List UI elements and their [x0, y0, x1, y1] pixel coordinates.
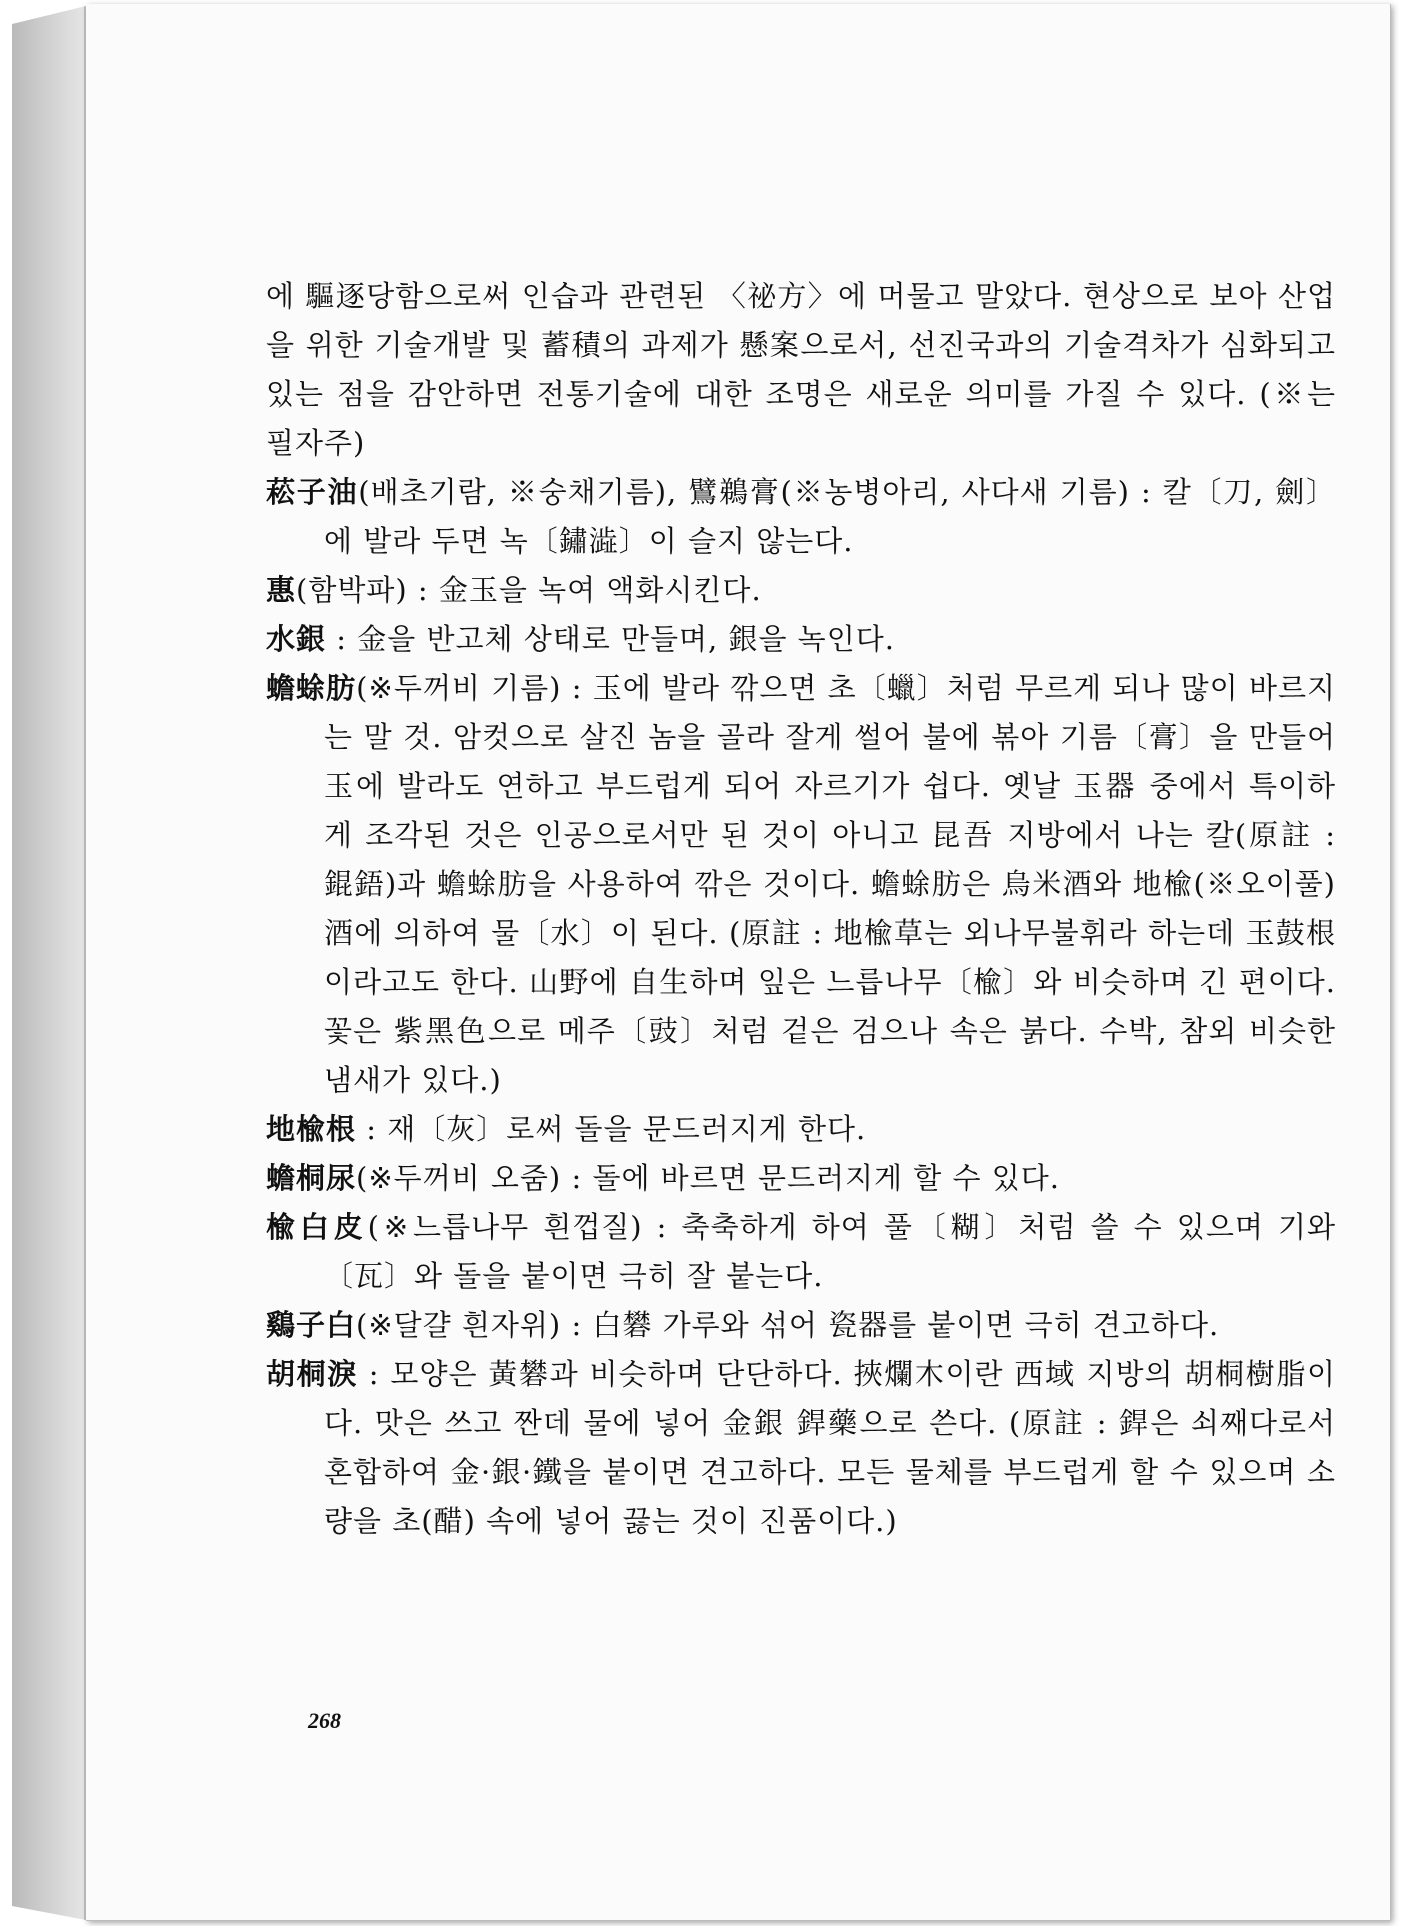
entry-胡桐淚	[266, 1350, 1336, 1546]
entry-term: 蟾桐尿	[266, 1161, 357, 1195]
entry-水銀	[266, 615, 1336, 664]
entry-term: 鷄子白	[266, 1308, 357, 1342]
intro-paragraph: 에 驅逐당함으로써 인습과 관련된 〈祕方〉에 머물고 말았다. 현상으로 보아 산업을 위한 기술개발 및 蓄積의 과제가 懸案으로서, 선진국과의 기술격차가 심화되고 있는 점을 감안하면 전통기술에 대한 조명은 새로운 의미를 가질 수 있다. (※는 필자주)	[266, 279, 1336, 460]
entry-term: 地楡根	[266, 1112, 357, 1146]
entry-term: 胡桐淚	[266, 1357, 358, 1391]
book-spine	[12, 6, 86, 1920]
entry-楡白皮	[266, 1203, 1336, 1301]
page-number: 268	[308, 1708, 341, 1733]
entry-地楡根	[266, 1105, 1336, 1154]
entry-text: (배초기람, ※숭채기름), 鷿鵜膏(※농병아리, 사다새 기름) : 칼〔刀, 劍〕에 발라 두면 녹〔鏽澁〕이 슬지 않는다.	[324, 475, 1336, 558]
entry-term: 水銀	[266, 622, 327, 656]
entry-text: (※달걀 흰자위) : 白礬 가루와 섞어 瓷器를 붙이면 극히 견고하다.	[356, 1308, 1220, 1342]
entry-菘子油	[266, 468, 1336, 566]
entry-蟾蜍肪	[266, 664, 1336, 1105]
book-page	[86, 4, 1391, 1921]
entry-term: 惠	[266, 573, 297, 607]
entry-term: 菘子油	[266, 475, 359, 509]
entry-鷄子白	[266, 1301, 1336, 1350]
entry-term: 楡白皮	[266, 1210, 368, 1244]
entry-惠	[266, 566, 1336, 615]
entry-text: (※두꺼비 기름) : 玉에 발라 깎으면 초〔蠟〕처럼 무르게 되나 많이 바르지는 말 것. 암컷으로 살진 놈을 골라 잘게 썰어 불에 볶아 기름〔膏〕을 만들어 玉에 발라도 연하고 부드럽게 되어 자르기가 쉽다. 옛날 玉器 중에서 특이하게 조각된 것은 인공으로서만 된 것이 아니고 昆吾 지방에서 나는 칼(原註 : 錕鋙)과 蟾蜍肪을 사용하여 깎은 것이다. 蟾蜍肪은 烏米酒와 地楡(※오이풀)酒에 의하여 물〔水〕이 된다. (原註 : 地楡草는 외나무불휘라 하는데 玉鼓根이라고도 한다. 山野에 自生하며 잎은 느릅나무〔楡〕와 비슷하며 긴 편이다. 꽃은 紫黑色으로 메주〔豉〕처럼 겉은 검으나 속은 붉다. 수박, 참외 비슷한 냄새가 있다.)	[324, 671, 1336, 1097]
entry-text: : 재〔灰〕로써 돌을 문드러지게 한다.	[356, 1112, 867, 1146]
entry-蟾桐尿	[266, 1154, 1336, 1203]
entry-text: (함박파) : 金玉을 녹여 액화시킨다.	[296, 573, 762, 607]
page-body	[266, 272, 1336, 1546]
entry-term: 蟾蜍肪	[266, 671, 357, 705]
entry-text: : 모양은 黃礬과 비슷하며 단단하다. 挾爛木이란 西域 지방의 胡桐樹脂이다. 맛은 쓰고 짠데 물에 넣어 金銀 銲藥으로 쓴다. (原註 : 銲은 쇠째다로서 혼합하여 金·銀·鐵을 붙이면 견고하다. 모든 물체를 부드럽게 할 수 있으며 소량을 초(醋) 속에 넣어 끓는 것이 진품이다.)	[324, 1357, 1336, 1538]
entry-text: (※느릅나무 흰껍질) : 축축하게 하여 풀〔糊〕처럼 쓸 수 있으며 기와〔瓦〕와 돌을 붙이면 극히 잘 붙는다.	[324, 1210, 1336, 1293]
entry-text: : 金을 반고체 상태로 만들며, 銀을 녹인다.	[326, 622, 895, 656]
entry-text: (※두꺼비 오줌) : 돌에 바르면 문드러지게 할 수 있다.	[356, 1161, 1060, 1195]
